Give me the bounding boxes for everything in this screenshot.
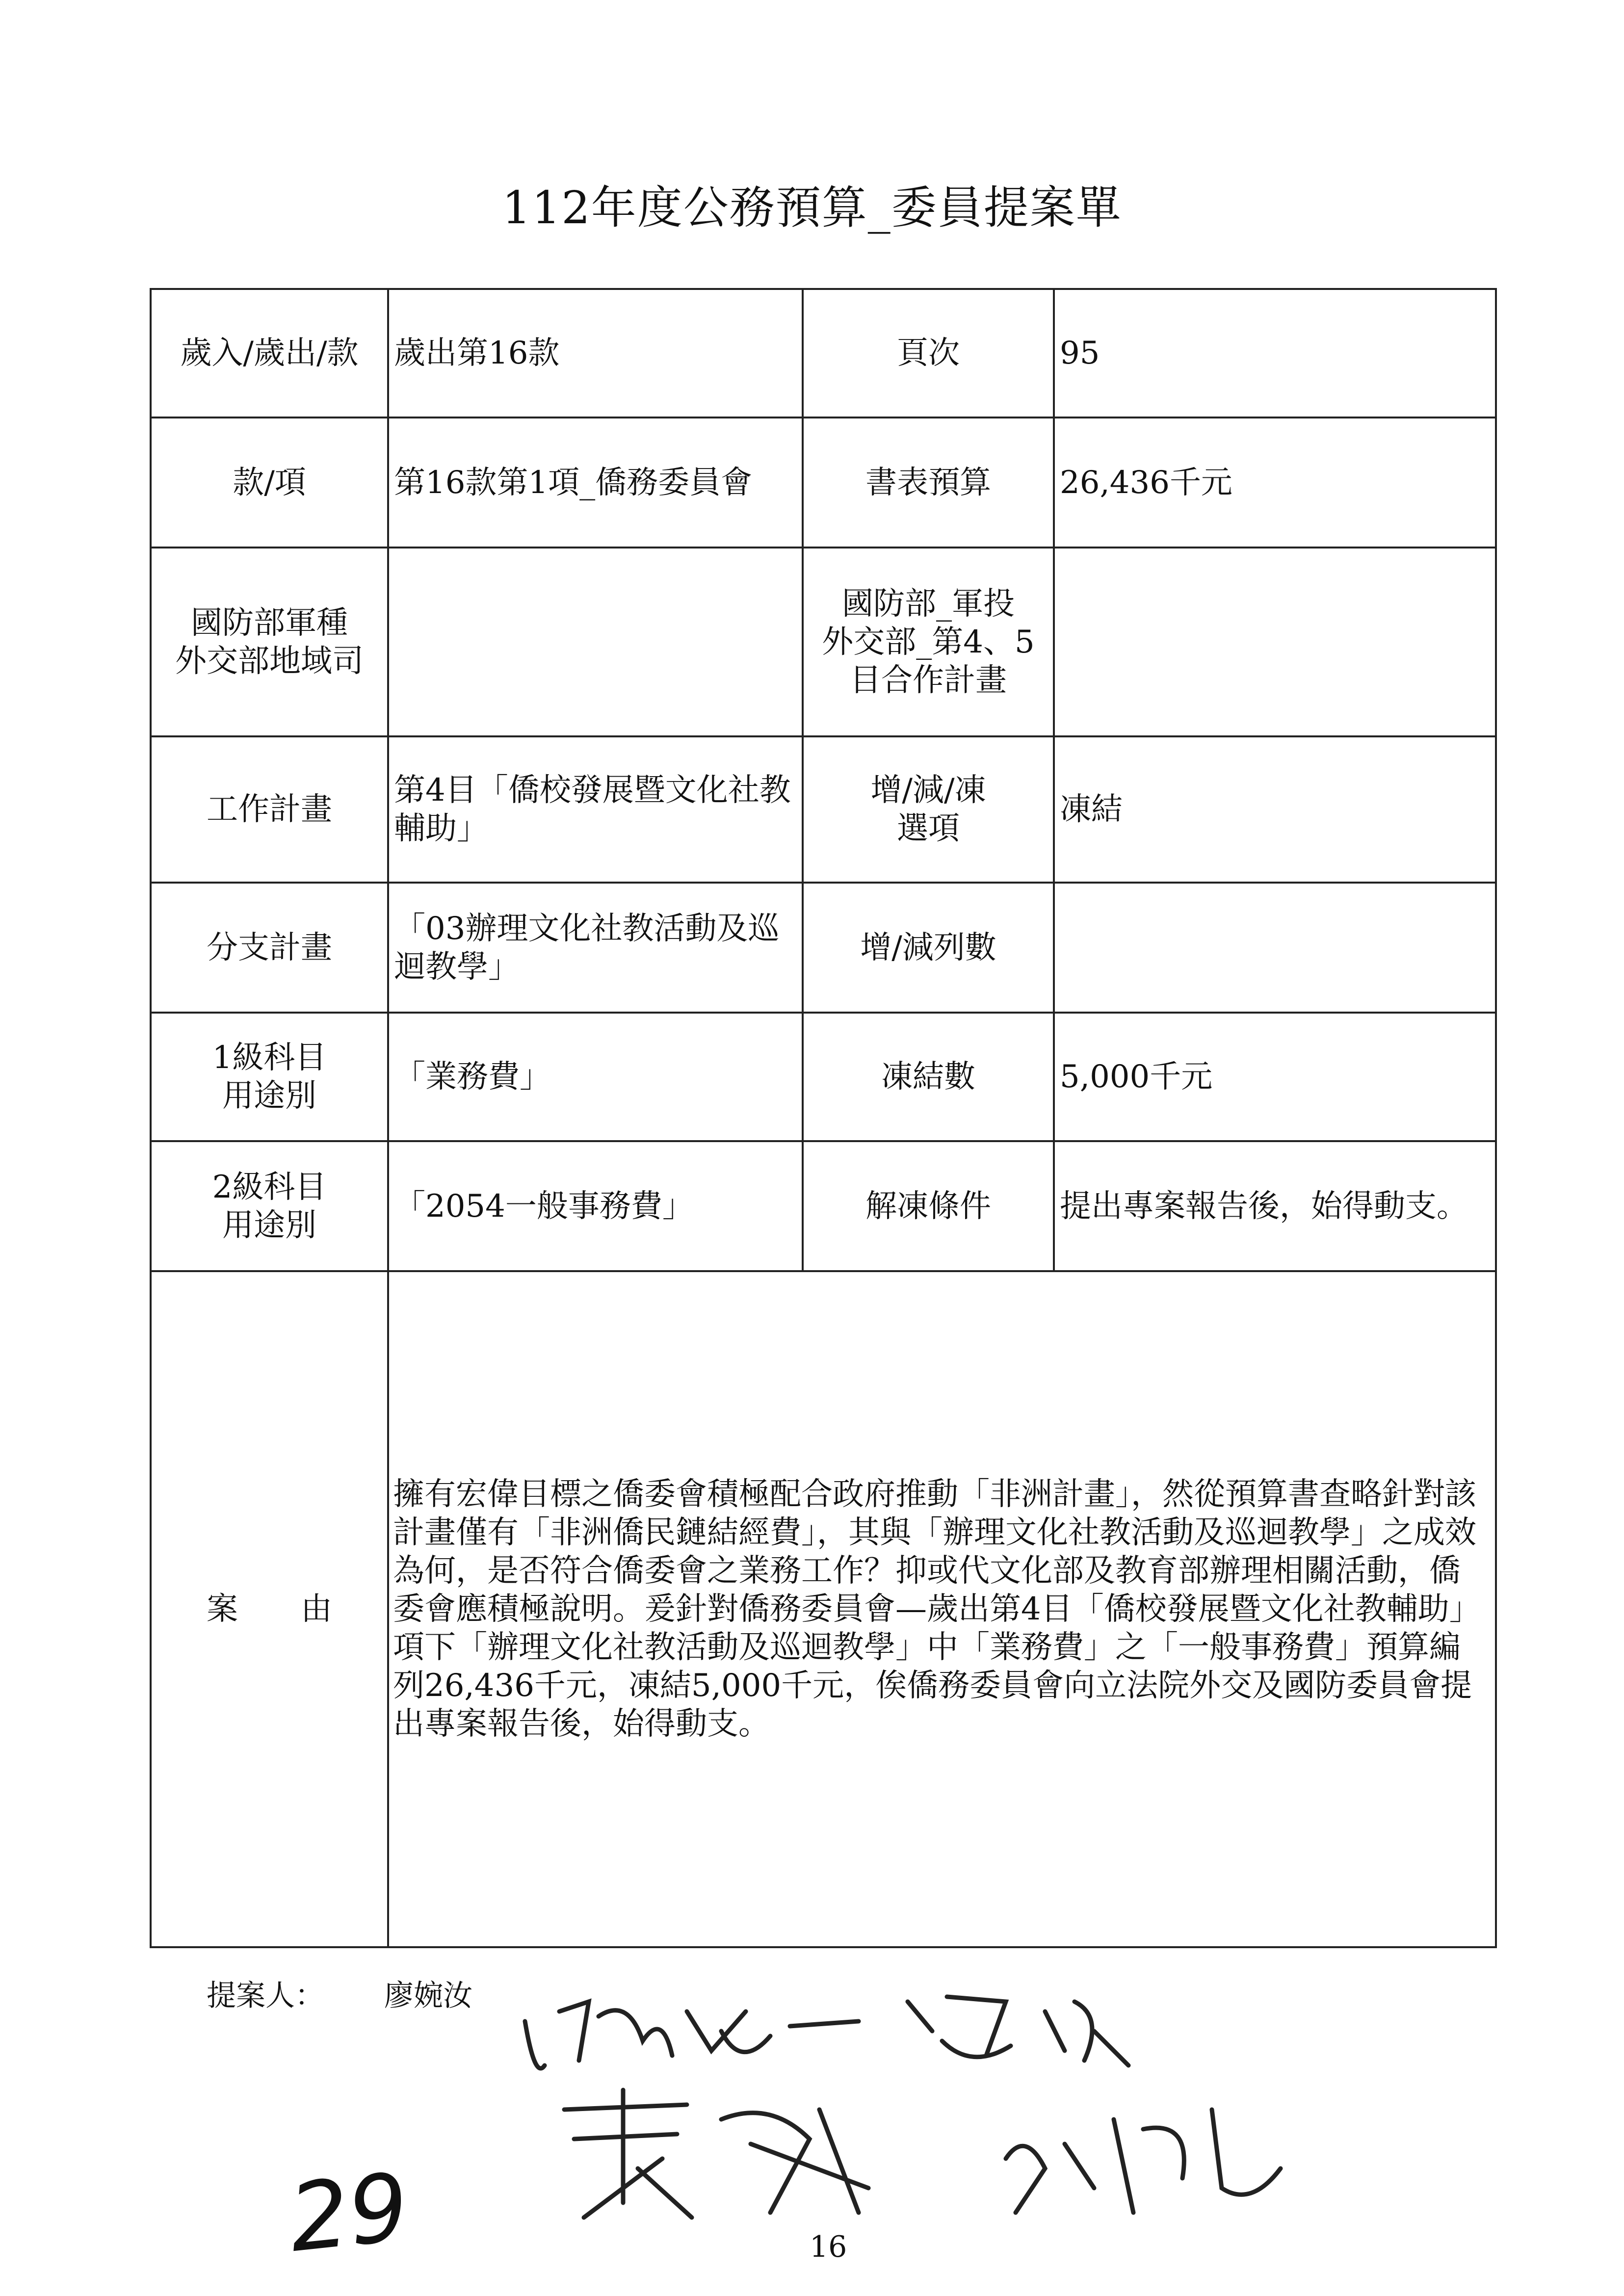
handwritten-number: 29: [284, 2152, 414, 2273]
field-label: 凍結數: [803, 1013, 1054, 1141]
field-value: 5,000千元: [1054, 1013, 1496, 1141]
field-label: 國防部_軍投 外交部_第4、5 目合作計畫: [803, 548, 1054, 736]
signature-3: [564, 2090, 868, 2218]
field-value: 「03辦理文化社教活動及巡迴教學」: [388, 883, 803, 1013]
page-title: 112年度公務預算_委員提案單: [502, 182, 1122, 234]
signature-4: [1006, 2110, 1281, 2213]
form-row: [151, 289, 1496, 417]
field-label: 歲入/歲出/款: [151, 289, 388, 417]
reason-text: 擁有宏偉目標之僑委會積極配合政府推動「非洲計畫」，然從預算書查略針對該計畫僅有「非洲僑民鏈結經費」，其與「辦理文化社教活動及巡迴教學」之成效為何，是否符合僑委會之業務工作？抑或代文化部及教育部辦理相關活動，僑委會應積極說明。爰針對僑務委員會—歲出第4目「僑校發展暨文化社教輔助」項下「辦理文化社教活動及巡迴教學」中「業務費」之「一般事務費」預算編列26,436千元，凍結5,000千元，俟僑務委員會向立法院外交及國防委員會提出專案報告後，始得動支。: [388, 1271, 1496, 1947]
signature-2: [908, 1997, 1128, 2065]
field-label: 1級科目 用途別: [151, 1013, 388, 1141]
field-label: 解凍條件: [803, 1141, 1054, 1271]
field-value: [1054, 548, 1496, 736]
proposer-label: 提案人：: [207, 1979, 324, 2013]
field-label: 書表預算: [803, 417, 1054, 548]
field-value: 歲出第16款: [388, 289, 803, 417]
form-row: [151, 417, 1496, 548]
handwritten-signatures: [515, 1982, 1349, 2257]
field-value: 第4目「僑校發展暨文化社教輔助」: [388, 736, 803, 883]
page-number: 16: [810, 2230, 847, 2264]
proposal-form-table: [150, 288, 1497, 1948]
field-value: 「2054一般事務費」: [388, 1141, 803, 1271]
field-label: 分支計畫: [151, 883, 388, 1013]
field-value: [388, 548, 803, 736]
field-label: 國防部軍種 外交部地域司: [151, 548, 388, 736]
form-row: [151, 883, 1496, 1013]
proposer-name: 廖婉汝: [384, 1979, 472, 2013]
field-label: 2級科目 用途別: [151, 1141, 388, 1271]
reason-row: [151, 1271, 1496, 1947]
field-label: 增/減列數: [803, 883, 1054, 1013]
field-label: 款/項: [151, 417, 388, 548]
field-value: 「業務費」: [388, 1013, 803, 1141]
field-label: 頁次: [803, 289, 1054, 417]
signature-1: [525, 2002, 859, 2068]
field-value: 26,436千元: [1054, 417, 1496, 548]
form-row: [151, 1141, 1496, 1271]
field-label: 增/減/凍 選項: [803, 736, 1054, 883]
field-value: 第16款第1項_僑務委員會: [388, 417, 803, 548]
field-label: 工作計畫: [151, 736, 388, 883]
reason-label: 案 由: [151, 1271, 388, 1947]
form-row: [151, 1013, 1496, 1141]
field-value: 凍結: [1054, 736, 1496, 883]
field-value: [1054, 883, 1496, 1013]
field-value: 提出專案報告後，始得動支。: [1054, 1141, 1496, 1271]
form-row: [151, 548, 1496, 736]
field-value: 95: [1054, 289, 1496, 417]
form-row: [151, 736, 1496, 883]
